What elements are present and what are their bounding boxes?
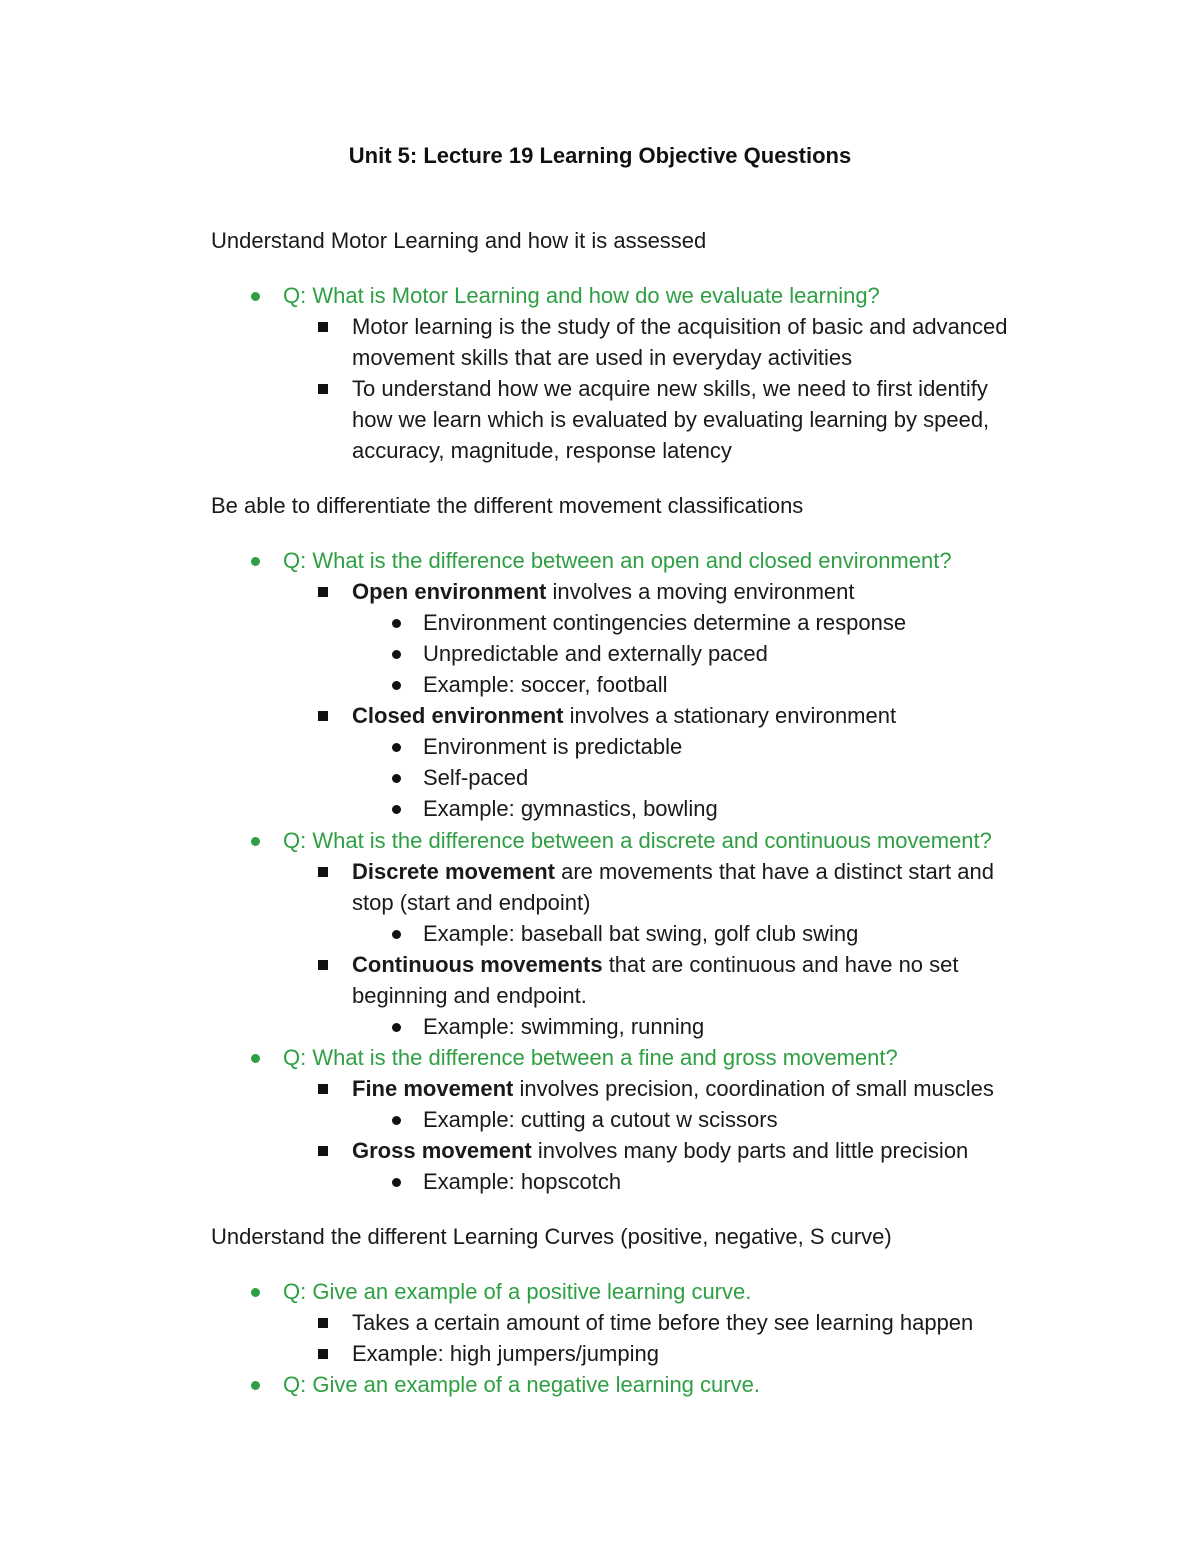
bullet-dot	[392, 930, 401, 939]
question-motor-learning: Q: What is Motor Learning and how do we evaluate learning?	[283, 283, 880, 308]
question-fine-gross: Q: What is the difference between a fine and gross movement?	[283, 1045, 898, 1070]
answer-line: movement skills that are used in everyday activities	[352, 345, 853, 370]
bullet-dot	[251, 557, 260, 566]
detail-line: Example: baseball bat swing, golf club swing	[423, 921, 859, 946]
bullet-dot	[251, 1381, 260, 1390]
term-open-environment: Open environment	[352, 579, 547, 604]
answer-continuous-movements	[352, 949, 959, 980]
detail-line: Environment is predictable	[423, 734, 683, 759]
detail-line: Self-paced	[423, 765, 529, 790]
detail-line: Example: soccer, football	[423, 672, 668, 697]
answer-line: Motor learning is the study of the acquisition of basic and advanced	[352, 314, 1008, 339]
bullet-dot	[392, 650, 401, 659]
answer-line: accuracy, magnitude, response latency	[352, 438, 732, 463]
section-heading-motor-learning: Understand Motor Learning and how it is assessed	[211, 228, 707, 253]
bullet-square	[318, 867, 328, 877]
bullet-square	[318, 384, 328, 394]
detail-line: Environment contingencies determine a response	[423, 610, 907, 635]
detail-line: Example: gymnastics, bowling	[423, 796, 718, 821]
term-continuous-movements: Continuous movements	[352, 952, 603, 977]
term-fine-movement: Fine movement	[352, 1076, 514, 1101]
bullet-dot	[392, 743, 401, 752]
answer-discrete-movement	[352, 856, 994, 887]
answer-line: beginning and endpoint.	[352, 983, 587, 1008]
bullet-square	[318, 322, 328, 332]
bullet-square	[318, 1318, 328, 1328]
bullet-dot	[392, 1116, 401, 1125]
answer-closed-environment	[352, 700, 896, 731]
section-heading-movement-classifications: Be able to differentiate the different movement classifications	[211, 493, 804, 518]
term-discrete-movement: Discrete movement	[352, 859, 555, 884]
definition-text: involves a stationary environment	[563, 703, 897, 728]
answer-line: Takes a certain amount of time before they see learning happen	[352, 1310, 974, 1335]
question-positive-curve: Q: Give an example of a positive learning curve.	[283, 1279, 752, 1304]
detail-line: Example: hopscotch	[423, 1169, 622, 1194]
detail-line: Unpredictable and externally paced	[423, 641, 768, 666]
answer-open-environment	[352, 576, 855, 607]
section-heading-learning-curves: Understand the different Learning Curves (positive, negative, S curve)	[211, 1224, 892, 1249]
definition-text: involves a moving environment	[546, 579, 855, 604]
term-gross-movement: Gross movement	[352, 1138, 532, 1163]
definition-text: are movements that have a distinct start and	[554, 859, 994, 884]
term-closed-environment: Closed environment	[352, 703, 564, 728]
question-discrete-continuous: Q: What is the difference between a discrete and continuous movement?	[283, 828, 992, 853]
bullet-square	[318, 711, 328, 721]
bullet-square	[318, 1146, 328, 1156]
bullet-dot	[251, 1054, 260, 1063]
bullet-dot	[392, 805, 401, 814]
bullet-square	[318, 1084, 328, 1094]
answer-line: stop (start and endpoint)	[352, 890, 591, 915]
bullet-dot	[251, 292, 260, 301]
answer-line: how we learn which is evaluated by evaluating learning by speed,	[352, 407, 990, 432]
bullet-square	[318, 1349, 328, 1359]
question-open-closed: Q: What is the difference between an open and closed environment?	[283, 548, 952, 573]
question-negative-curve: Q: Give an example of a negative learning curve.	[283, 1372, 760, 1397]
bullet-dot	[251, 1288, 260, 1297]
detail-line: Example: swimming, running	[423, 1014, 705, 1039]
definition-text: involves many body parts and little precision	[531, 1138, 969, 1163]
answer-gross-movement	[352, 1135, 968, 1166]
answer-line: Example: high jumpers/jumping	[352, 1341, 659, 1366]
bullet-square	[318, 960, 328, 970]
answer-line: To understand how we acquire new skills, we need to first identify	[352, 376, 988, 401]
page-title: Unit 5: Lecture 19 Learning Objective Questions	[348, 143, 852, 168]
bullet-dot	[392, 1023, 401, 1032]
bullet-dot	[392, 774, 401, 783]
definition-text: involves precision, coordination of small muscles	[513, 1076, 994, 1101]
definition-text: that are continuous and have no set	[602, 952, 959, 977]
bullet-dot	[392, 681, 401, 690]
bullet-dot	[392, 1178, 401, 1187]
bullet-square	[318, 587, 328, 597]
answer-fine-movement	[352, 1073, 994, 1104]
bullet-dot	[392, 619, 401, 628]
bullet-dot	[251, 837, 260, 846]
detail-line: Example: cutting a cutout w scissors	[423, 1107, 778, 1132]
